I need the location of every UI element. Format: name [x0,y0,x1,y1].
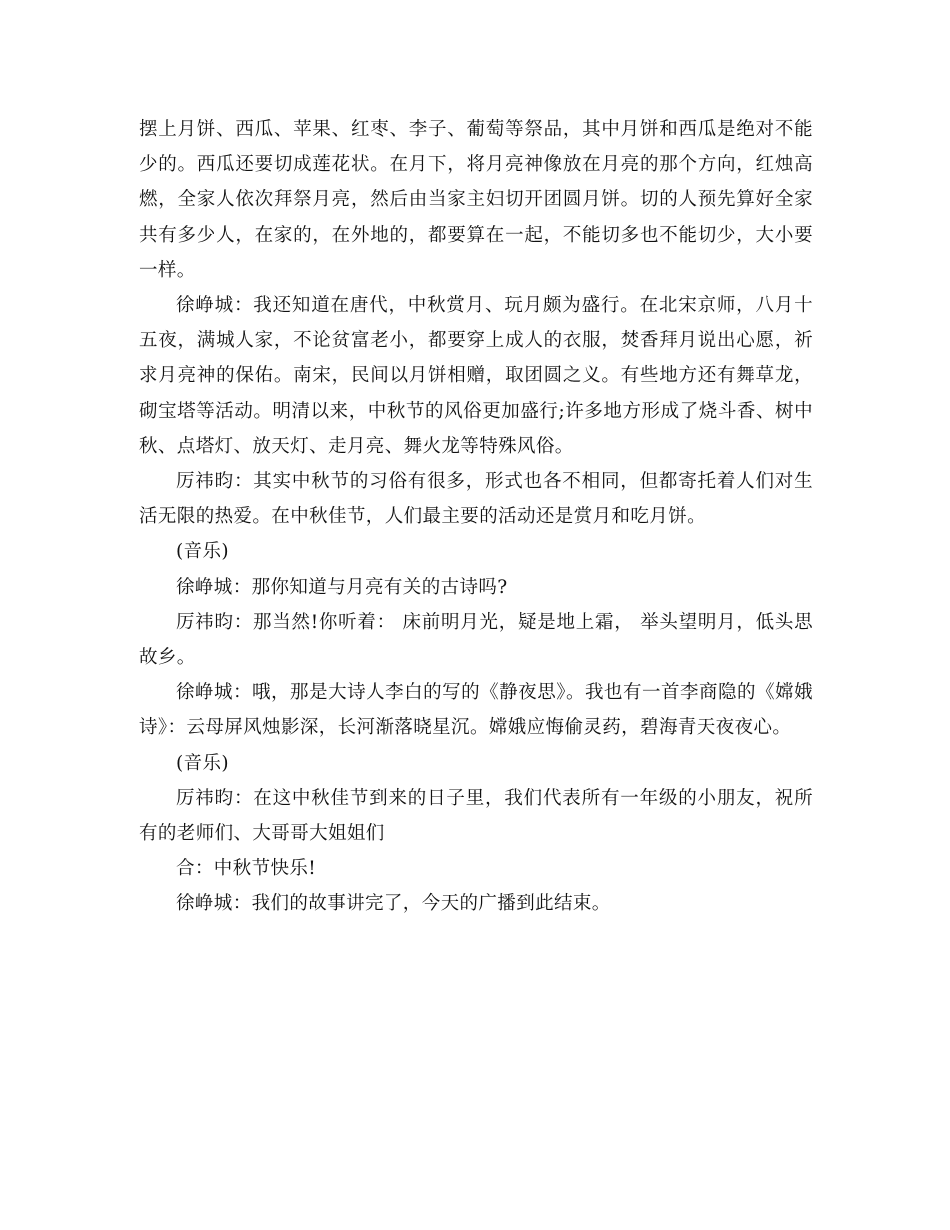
paragraph-6: 厉祎昀：那当然!你听着： 床前明月光，疑是地上霜， 举头望明月，低头思故乡。 [139,611,813,669]
paragraph-9: 厉祎昀：在这中秋佳节到来的日子里，我们代表所有一年级的小朋友，祝所有的老师们、大哥哥大姐姐们 [139,787,813,845]
document-body [139,112,813,922]
paragraph-1: 摆上月饼、西瓜、苹果、红枣、李子、葡萄等祭品，其中月饼和西瓜是绝对不能少的。西瓜还要切成莲花状。在月下，将月亮神像放在月亮的那个方向，红烛高燃，全家人依次拜祭月亮，然后由当家主妇切开团圆月饼。切的人预先算好全家共有多少人，在家的，在外地的，都要算在一起，不能切多也不能切少，大小要一样。 [139,119,813,281]
paragraph-3: 厉祎昀：其实中秋节的习俗有很多，形式也各不相同，但都寄托着人们对生活无限的热爱。在中秋佳节，人们最主要的活动还是赏月和吃月饼。 [139,471,813,528]
paragraph-5: 徐峥城：那你知道与月亮有关的古诗吗? [176,576,508,598]
paragraph-8: (音乐) [176,752,230,774]
paragraph-7: 徐峥城：哦，那是大诗人李白的写的《静夜思》。我也有一首李商隐的《嫦娥诗》：云母屏风烛影深，长河渐落晓星沉。嫦娥应悔偷灵药，碧海青天夜夜心。 [139,682,813,739]
paragraph-2: 徐峥城：我还知道在唐代，中秋赏月、玩月颇为盛行。在北宋京师，八月十五夜，满城人家，不论贫富老小，都要穿上成人的衣服，焚香拜月说出心愿，祈求月亮神的保佑。南宋，民间以月饼相赠，取团圆之义。有些地方还有舞草龙，砌宝塔等活动。明清以来，中秋节的风俗更加盛行;许多地方形成了烧斗香、树中秋、点塔灯、放天灯、走月亮、舞火龙等特殊风俗。 [139,295,813,457]
paragraph-4: (音乐) [176,541,230,563]
paragraph-11: 徐峥城：我们的故事讲完了，今天的广播到此结束。 [176,893,611,915]
paragraph-10: 合：中秋节快乐! [176,858,317,880]
